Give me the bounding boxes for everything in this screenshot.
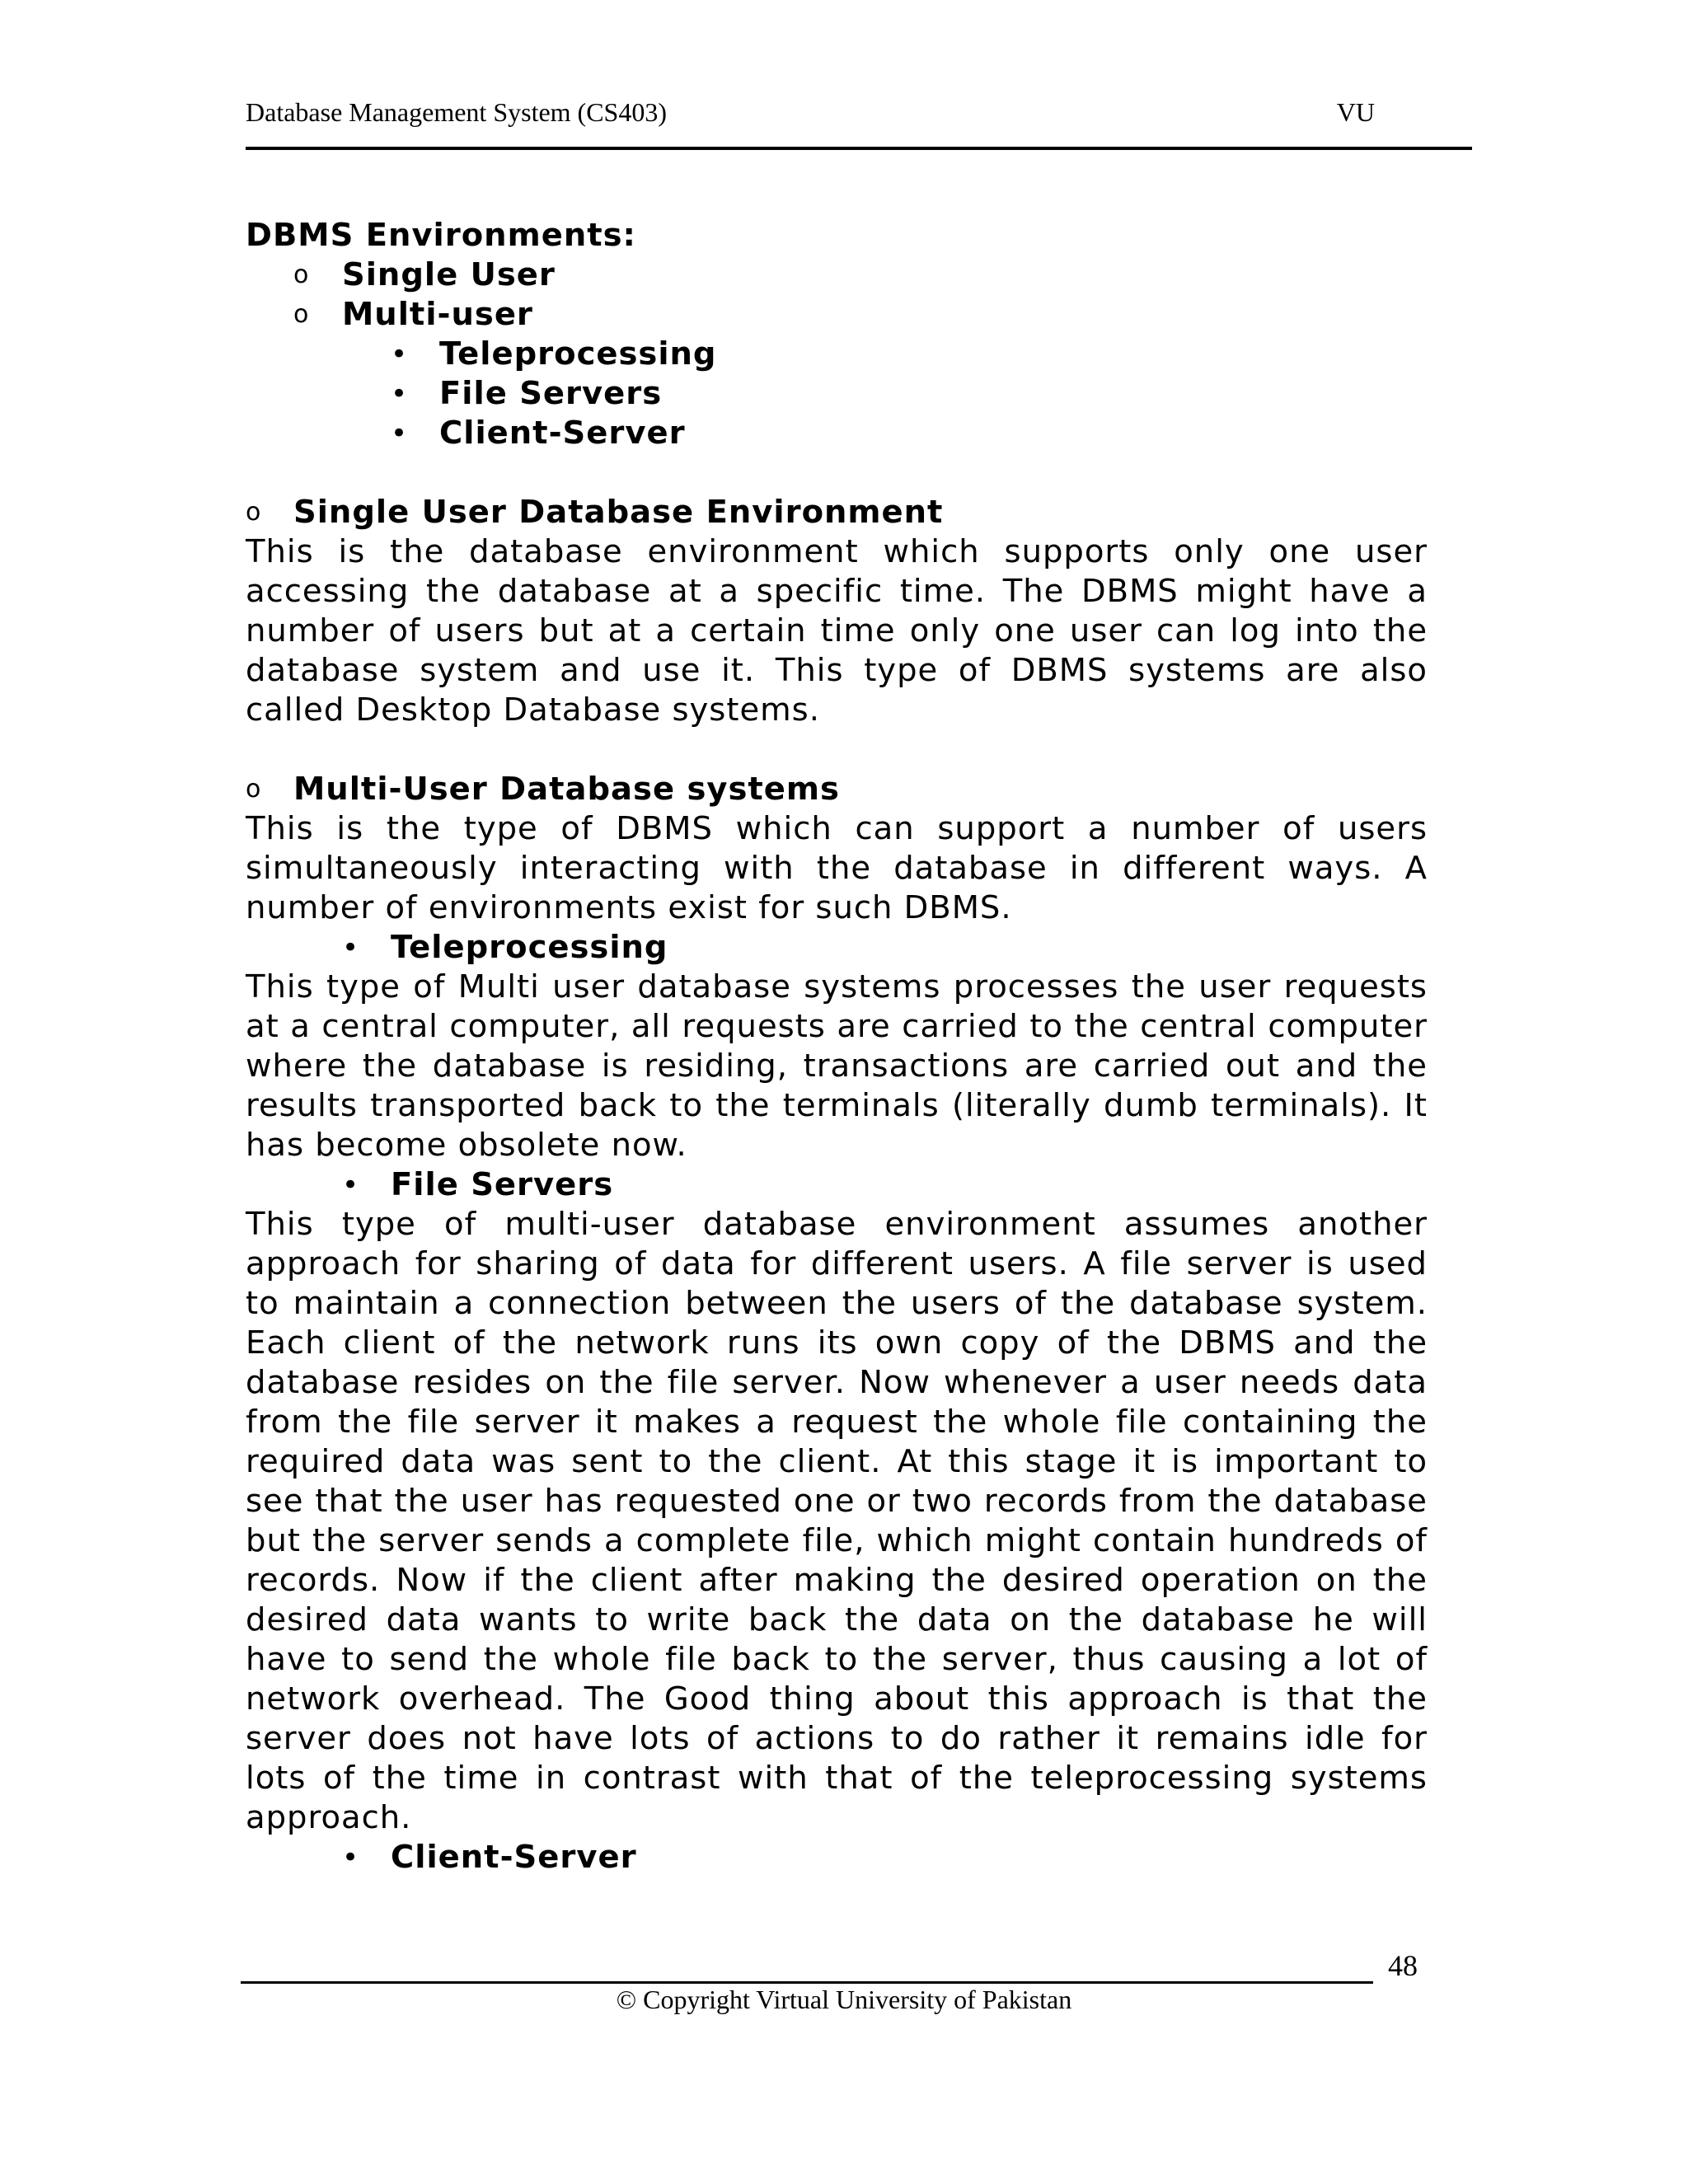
header-right-label: VU <box>1336 97 1375 127</box>
footer-divider <box>241 1981 1373 1984</box>
env-list-item <box>246 295 1428 335</box>
single-user-paragraph: This is the database environment which supports only one user accessing the database at a specific time. The DBMS might have a number of users but at a certain time only one user can log into the database system and use it. This type of DBMS systems are also called Desktop Database systems. <box>246 533 1428 729</box>
sub-list-item <box>246 374 1428 414</box>
client-server-title: Client-Server <box>391 1839 637 1876</box>
bullet-icon: • <box>342 1169 360 1202</box>
file-servers-paragraph: This type of multi-user database environment assumes another approach for sharing of data for different users. A file server is used to maintain a connection between the users of the database system. Each client of the network runs its own copy of the DBMS and the database resides on the file server. Now whenever a user needs data from the file server it makes a request the whole file containing the required data was sent to the client. At this stage it is important to see that the user has requested one or two records from the database but the server sends a complete file, which might contain hundreds of records. Now if the client after making the desired operation on the desired data wants to write back the data on the database he will have to send the whole file back to the server, thus causing a lot of network overhead. The Good thing about this approach is that the server does not have lots of actions to do rather it remains idle for lots of the time in contrast with that of the teleprocessing systems approach. <box>246 1206 1428 1836</box>
bullet-icon: • <box>391 417 409 450</box>
circle-bullet-icon: o <box>293 260 310 289</box>
sub-item-client-server: Client-Server <box>439 415 686 452</box>
single-user-title: Single User Database Environment <box>293 494 944 531</box>
sub-item-file-servers: File Servers <box>439 375 663 412</box>
teleprocessing-title: Teleprocessing <box>391 929 668 966</box>
sub-list-item <box>246 335 1428 374</box>
multi-user-paragraph: This is the type of DBMS which can support a number of users simultaneously interacting with the database in different ways. A number of environments exist for such DBMS. <box>246 810 1428 926</box>
bullet-icon: • <box>342 931 360 964</box>
page-content <box>246 216 1428 1877</box>
page-header <box>246 97 1472 150</box>
circle-bullet-icon: o <box>246 498 262 527</box>
bullet-heading <box>246 1165 1428 1205</box>
bullet-icon: • <box>391 338 409 371</box>
bullet-icon: • <box>342 1841 360 1874</box>
env-list-item <box>246 255 1428 295</box>
bullet-icon: • <box>391 377 409 410</box>
subsection-heading <box>246 770 1428 809</box>
env-single-user: Single User <box>342 256 556 293</box>
sub-item-teleprocessing: Teleprocessing <box>439 335 717 373</box>
teleprocessing-paragraph: This type of Multi user database systems processes the user requests at a central computer, all requests are carried to the central computer where the database is residing, transactions are carried out and the results transported back to the terminals (literally dumb terminals). It has become obsolete now. <box>246 968 1428 1164</box>
copyright-notice: © Copyright Virtual University of Pakistan <box>616 1985 1072 2014</box>
file-servers-title: File Servers <box>391 1166 614 1203</box>
sub-list-item <box>246 414 1428 453</box>
circle-bullet-icon: o <box>293 300 310 329</box>
bullet-heading <box>246 1838 1428 1877</box>
circle-bullet-icon: o <box>246 775 262 804</box>
header-title: Database Management System (CS403) <box>246 97 667 127</box>
page-number: 48 <box>1388 1949 1418 1982</box>
bullet-heading <box>246 928 1428 968</box>
section-heading: DBMS Environments: <box>246 217 636 254</box>
env-multi-user: Multi-user <box>342 296 533 333</box>
multi-user-title: Multi-User Database systems <box>293 771 840 808</box>
subsection-heading <box>246 493 1428 532</box>
